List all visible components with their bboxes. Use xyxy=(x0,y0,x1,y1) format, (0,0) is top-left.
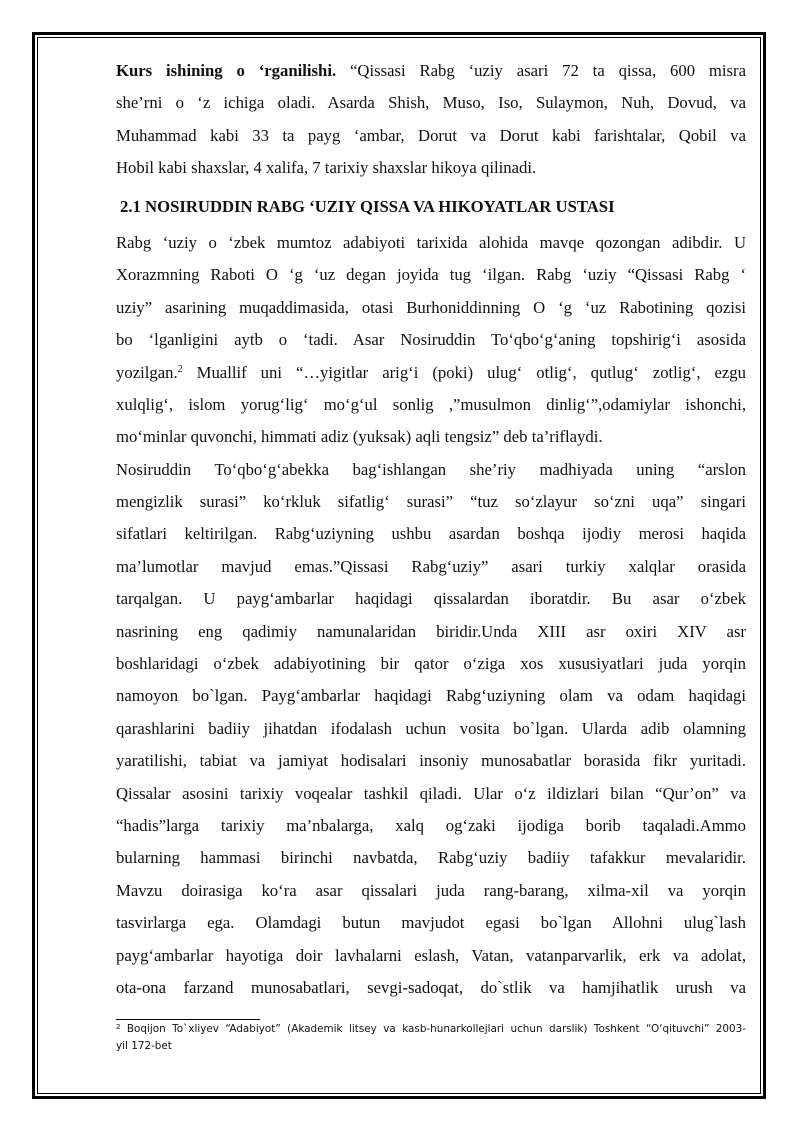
intro-bold-lead: Kurs ishining o ‘rganilishi. xyxy=(116,61,337,80)
intro-line-1: Kurs ishining o ‘rganilishi. “Qissasi Rabg ‘uziy asari 72 ta qissa, 600 misra xyxy=(116,61,746,80)
document-body xyxy=(116,55,746,1004)
body-line: uziy” asarining muqaddimasida, otasi Burhoniddinning O ‘g ‘uz Rabotining qozisi xyxy=(116,297,746,317)
body-line: “hadis”larga tarixiy ma’nbalarga, xalq og‘zaki ijodiga borib taqaladi.Ammo xyxy=(116,815,746,835)
section-heading: 2.1 NOSIRUDDIN RABG ‘UZIY QISSA VA HIKOYATLAR USTASI xyxy=(120,196,615,216)
body-line: mo‘minlar quvonchi, himmati adiz (yuksak) aqli tengsiz” deb ta’riflaydi. xyxy=(116,427,603,447)
footnote-separator xyxy=(116,1019,260,1020)
body-line: boshlaridagi o‘zbek adabiyotining bir qator o‘ziga xos xususiyatlari juda yorqin xyxy=(116,654,746,674)
body-line: bo ‘lganligini aytb o ‘tadi. Asar Nosiruddin To‘qbo‘g‘aning topshirig‘i asosida xyxy=(116,330,746,350)
body-line: Rabg ‘uziy o ‘zbek mumtoz adabiyoti tarixida alohida mavqe qozongan adibdir. U xyxy=(116,232,746,252)
intro-line-2: she’rni o ‘z ichiga oladi. Asarda Shish, Muso, Iso, Sulaymon, Nuh, Dovud, va xyxy=(116,93,746,113)
body-line: Mavzu doirasiga ko‘ra asar qissalari juda rang-barang, xilma-xil va yorqin xyxy=(116,880,746,900)
body-line: nasrining eng qadimiy namunalaridan biridir.Unda XIII asr oxiri XIV asr xyxy=(116,621,746,641)
body-line: ma’lumotlar mavjud emas.”Qissasi Rabg‘uziy” asari turkiy xalqlar orasida xyxy=(116,556,746,576)
body-line: payg‘ambarlar hayotiga doir lavhalarni eslash, Vatan, vatanparvarlik, erk va adolat, xyxy=(116,945,746,965)
body-line: Qissalar asosini tarixiy voqealar tashkil qiladi. Ular o‘z ildizlari bilan “Qur’on” va xyxy=(116,783,746,803)
body-line: mengizlik surasi” ko‘rkluk sifatlig‘ surasi” “tuz so‘zlayur so‘zni uqa” singari xyxy=(116,492,746,512)
body-line: Xorazmning Raboti O ‘g ‘uz degan joyida tug ‘ilgan. Rabg ‘uziy “Qissasi Rabg ‘ xyxy=(116,265,746,285)
intro-line-3: Muhammad kabi 33 ta payg ‘ambar, Dorut va Dorut kabi farishtalar, Qobil va xyxy=(116,125,746,145)
intro-line-4: Hobil kabi shaxslar, 4 xalifa, 7 tarixiy shaxslar hikoya qilinadi. xyxy=(116,158,537,178)
body-line: yaratilishi, tabiat va jamiyat hodisalari insoniy munosabatlar borasida fikr yuritadi. xyxy=(116,751,746,771)
footnote-reference[interactable]: 2 xyxy=(177,363,183,375)
body-line: namoyon bo`lgan. Payg‘ambarlar haqidagi Rabg‘uziyning olam va odam haqidagi xyxy=(116,686,746,706)
footnote xyxy=(116,1021,746,1055)
body-line: xulqlig‘, islom yorug‘lig‘ mo‘g‘ul sonlig ,”musulmon dinlig‘”,odamiylar ishonchi, xyxy=(116,394,746,414)
body-line: sifatlari keltirilgan. Rabg‘uziyning ushbu asardan boshqa ijodiy merosi haqida xyxy=(116,524,746,544)
footnote-line-2: yil 172-bet xyxy=(116,1040,172,1052)
footnote-line-1: $^2$ Boqijon To`xliyev “Adabiyot” (Akademik litsey va kasb-hunarkollejlari uchun darslik) Toshkent “O‘qituvchi” 2003- xyxy=(116,1023,746,1035)
body-line: qarashlarini badiiy jihatdan ifodalash uchun vosita bo`lgan. Ularda adib olamning xyxy=(116,718,746,738)
body-line: bularning hammasi birinchi navbatda, Rabg‘uziy badiiy tafakkur mevalaridir. xyxy=(116,848,746,868)
body-line: Nosiruddin To‘qbo‘g‘abekka bag‘ishlangan she’riy madhiyada uning “arslon xyxy=(116,459,746,479)
body-line: tarqalgan. U payg‘ambarlar haqidagi qissalardan iboratdir. Bu asar o‘zbek xyxy=(116,589,746,609)
footnote-number: 2 xyxy=(116,1023,121,1031)
body-line: ota-ona farzand munosabatlari, sevgi-sadoqat, do`stlik va hamjihatlik urush va xyxy=(116,977,746,997)
body-line: tasvirlarga ega. Olamdagi butun mavjudot egasi bo`lgan Allohni ulug`lash xyxy=(116,913,746,933)
body-line: yozilgan.$^2$ Muallif uni “…yigitlar arig‘i (poki) ulug‘ otlig‘, qutlug‘ zotlig‘, ezgu xyxy=(116,362,746,382)
